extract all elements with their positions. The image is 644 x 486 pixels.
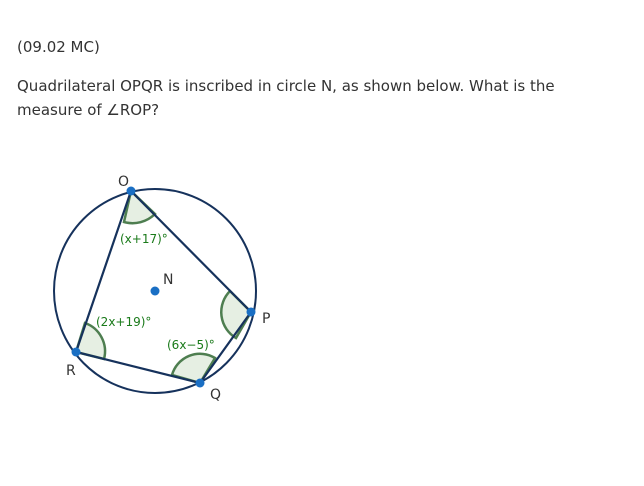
vertex-r-point [72, 348, 81, 357]
label-o: O [118, 174, 130, 190]
label-q: Q [210, 387, 222, 403]
label-n: N [163, 272, 174, 288]
question-number: (09.02 MC) [17, 38, 100, 56]
vertex-p-point [247, 308, 256, 317]
vertex-q-point [196, 379, 205, 388]
angle-r-label: (2x+19)° [96, 315, 152, 329]
center-n-point [151, 287, 160, 296]
label-r: R [66, 363, 76, 379]
question-text: Quadrilateral OPQR is inscribed in circle N, as shown below. What is the measure of ∠ROP? [17, 77, 555, 119]
angle-q-label: (6x−5)° [167, 338, 215, 352]
label-p: P [262, 311, 271, 327]
angle-o-label: (x+17)° [120, 232, 168, 246]
